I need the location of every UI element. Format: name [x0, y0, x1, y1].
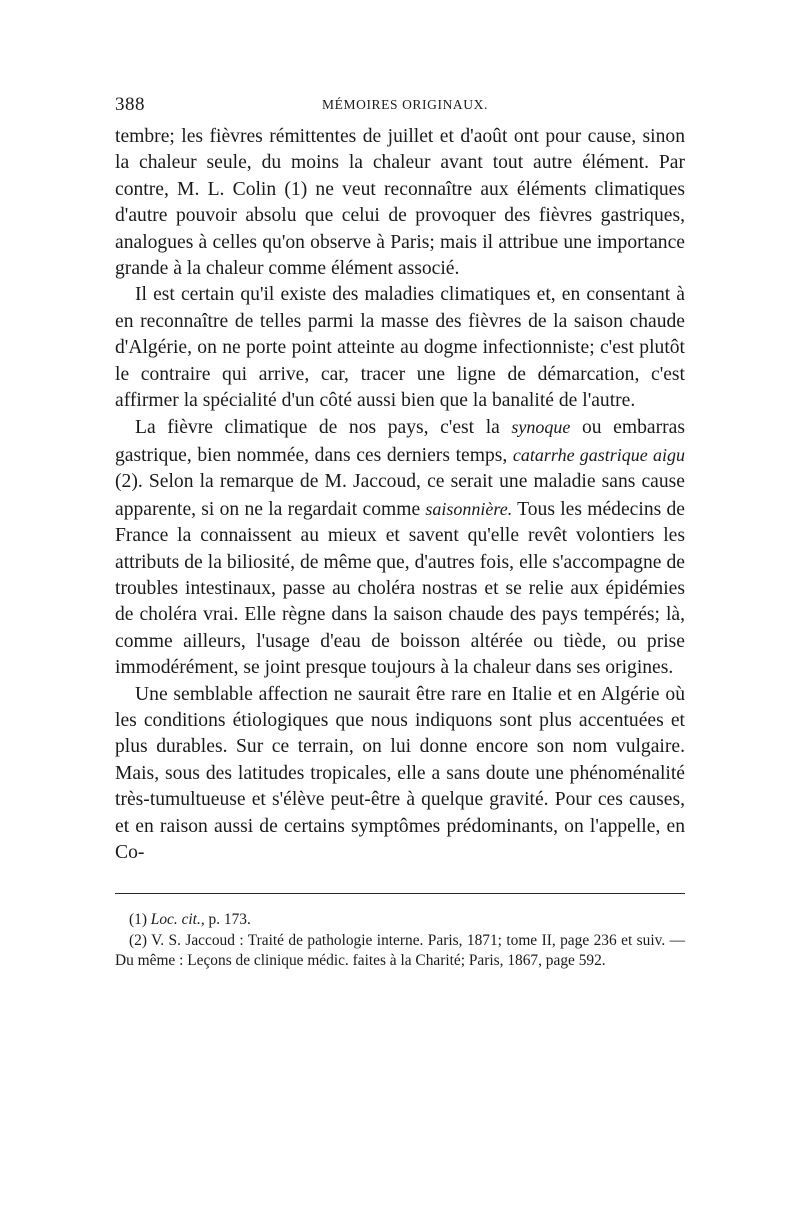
body-text — [115, 124, 685, 866]
book-page — [115, 94, 685, 972]
running-head — [115, 94, 685, 122]
paragraph-1: tembre; les fièvres rémittentes de juillet et d'août ont pour cause, sinon la chaleur seule, du moins la chaleur avant tout autre élément. Par contre, M. L. Colin (1) ne veut reconnaître aux éléments climatiques d'autre pouvoir absolu que celui de provoquer des fièvres gastriques, analogues à celles qu'on observe à Paris; mais il attribue une importance grande à la chaleur comme élément associé. — [115, 126, 685, 280]
paragraph-3 — [115, 414, 685, 681]
page-number: 388 — [115, 94, 145, 115]
paragraph-3-text-2: ou embarras gastrique, bien nommée, dans ces derniers temps, — [115, 417, 685, 466]
footnote-rule — [115, 893, 685, 894]
paragraph-2: Il est certain qu'il existe des maladies climatiques et, en consentant à en reconnaître de telles parmi la masse des fièvres de la saison chaude d'Algérie, on ne porte point atteinte au dogme infectionniste; c'est plutôt le contraire qui arrive, car, tracer une ligne de démarcation, c'est affirmer la spécialité d'un côté aussi bien que la banalité de l'autre. — [115, 284, 685, 412]
paragraph-3-text-3: (2). Selon la remarque de M. Jaccoud, ce serait une maladie sans cause apparente, si on ne la regardait comme — [115, 471, 685, 520]
paragraph-3-text-1: La fièvre climatique de nos pays, c'est la — [135, 417, 512, 439]
footnotes — [115, 910, 685, 972]
term-catarrhe-gastrique-aigu: catarrhe gastrique aigu — [512, 444, 685, 465]
footnote-2: (2) V. S. Jaccoud : Traité de pathologie interne. Paris, 1871; tome II, page 236 et suiv. — Du même : Leçons de clinique médic. faites à la Charité; Paris, 1867, page 592. — [115, 931, 685, 970]
footnote-1 — [115, 910, 685, 931]
footnote-1-loc-cit: Loc. cit. — [150, 911, 201, 929]
running-title: MÉMOIRES ORIGINAUX. — [322, 97, 488, 112]
footnote-1-text: , p. 173. — [200, 911, 251, 929]
term-synoque: synoque — [511, 417, 571, 438]
footnote-1-marker: (1) — [129, 911, 151, 929]
term-saisonniere: saisonnière. — [425, 498, 513, 519]
paragraph-4: Une semblable affection ne saurait être rare en Italie et en Algérie où les conditions étiologiques que nous indiquons sont plus accentuées et plus durables. Sur ce terrain, on lui donne encore son nom vulgaire. Mais, sous des latitudes tropicales, elle a sans doute une phénoménalité très-tumultueuse et s'élève peut-être à quelque gravité. Pour ces causes, et en raison aussi de certains symptômes prédominants, on l'appelle, en Co- — [115, 683, 685, 863]
paragraph-3-text-4: Tous les médecins de France la connaissent au mieux et savent qu'elle revêt volontiers les attributs de la biliosité, de même que, d'autres fois, elle s'accompagne de troubles intestinaux, passe au choléra nostras et se relie aux épidémies de choléra vrai. Elle règne dans la saison chaude des pays tempérés; là, comme ailleurs, l'usage d'eau de boisson altérée ou tiède, ou prise immodérément, se joint presque toujours à la chaleur dans ses origines. — [115, 498, 685, 679]
